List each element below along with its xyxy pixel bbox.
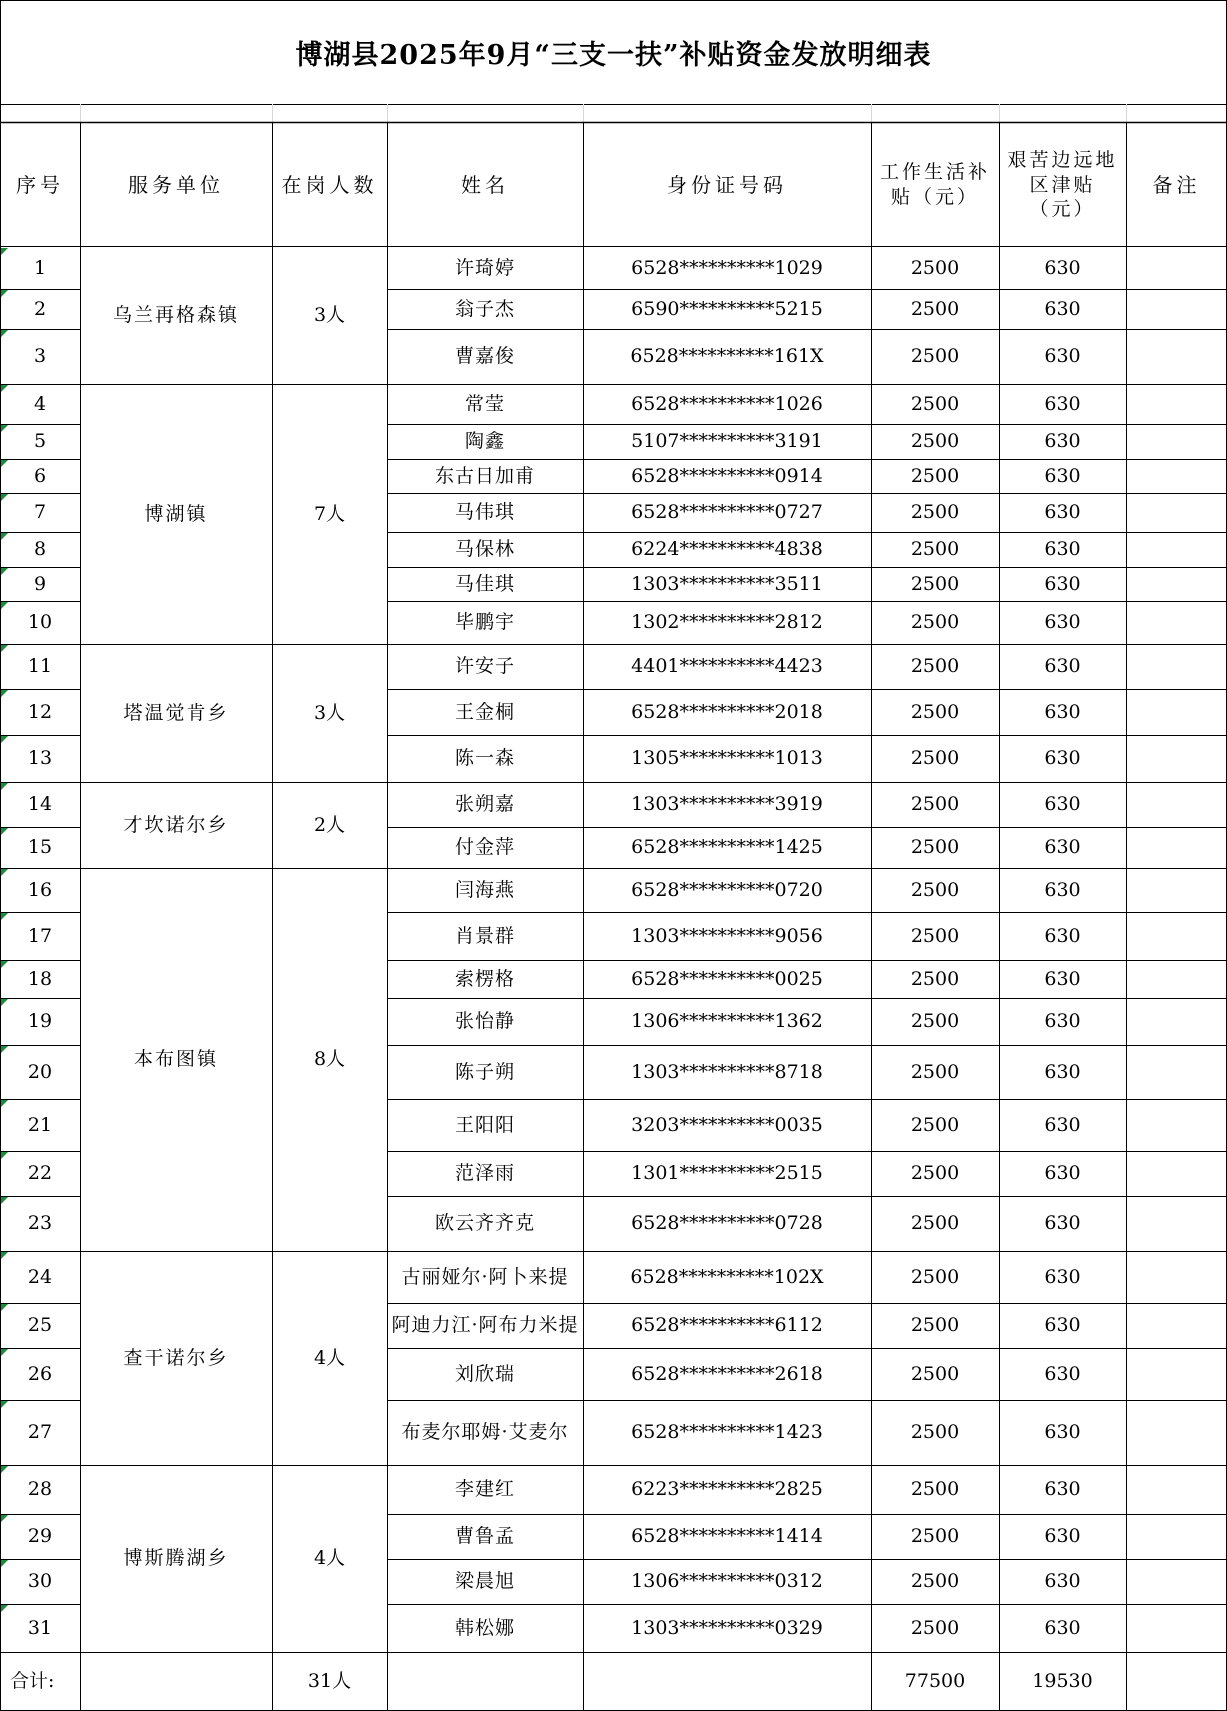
row-remote-allowance: 630: [1044, 572, 1081, 595]
row-remote-allowance: 630: [1044, 1362, 1081, 1385]
row-seq: 16: [27, 878, 53, 901]
row-id: 1303**********0329: [631, 1616, 823, 1639]
row-name: 翁子杰: [454, 297, 515, 320]
row-seq: 1: [33, 256, 47, 279]
row-name: 马保林: [454, 538, 515, 561]
page-title: 博湖县2025年9月“三支一扶”补贴资金发放明细表: [295, 39, 932, 71]
row-living-subsidy: 2500: [910, 1162, 960, 1185]
row-id: 6590**********5215: [631, 297, 823, 320]
row-living-subsidy: 2500: [910, 611, 960, 634]
row-living-subsidy: 2500: [910, 1478, 960, 1501]
row-name: 马伟琪: [454, 501, 515, 524]
row-living-subsidy: 2500: [910, 700, 960, 723]
row-seq: 17: [27, 924, 53, 947]
row-remote-allowance: 630: [1044, 1478, 1081, 1501]
row-seq: 26: [27, 1362, 53, 1385]
row-remote-allowance: 630: [1044, 747, 1081, 770]
row-name: 曹嘉俊: [454, 345, 515, 368]
row-remote-allowance: 630: [1044, 1525, 1081, 1548]
row-name: 梁晨旭: [454, 1570, 515, 1593]
header-living-subsidy: 工作生活补贴（元）: [879, 161, 990, 208]
row-name: 王阳阳: [454, 1113, 515, 1136]
row-name: 闫海燕: [454, 878, 515, 901]
row-seq: 24: [27, 1265, 53, 1288]
row-name: 东古日加甫: [434, 464, 535, 487]
row-remote-allowance: 630: [1044, 611, 1081, 634]
row-living-subsidy: 2500: [910, 464, 960, 487]
row-remote-allowance: 630: [1044, 1314, 1081, 1337]
row-id: 5107**********3191: [631, 430, 823, 453]
row-name: 张怡静: [454, 1010, 515, 1033]
group-count: 4人: [313, 1547, 346, 1570]
row-seq: 2: [33, 297, 47, 320]
row-living-subsidy: 2500: [910, 924, 960, 947]
row-id: 4401**********4423: [631, 655, 823, 678]
row-remote-allowance: 630: [1044, 1113, 1081, 1136]
row-living-subsidy: 2500: [910, 1525, 960, 1548]
row-remote-allowance: 630: [1044, 430, 1081, 453]
row-id: 6528**********0727: [631, 501, 823, 524]
row-living-subsidy: 2500: [910, 1616, 960, 1639]
row-name: 马佳琪: [454, 572, 515, 595]
row-seq: 19: [27, 1010, 53, 1033]
row-remote-allowance: 630: [1044, 924, 1081, 947]
header-seq: 序号: [16, 173, 64, 197]
header-id: 身份证号码: [667, 173, 787, 197]
row-seq: 18: [27, 967, 53, 990]
row-remote-allowance: 630: [1044, 464, 1081, 487]
row-name: 范泽雨: [454, 1162, 515, 1185]
row-seq: 22: [27, 1162, 53, 1185]
row-id: 6528**********6112: [631, 1314, 823, 1337]
row-remote-allowance: 630: [1044, 878, 1081, 901]
row-remote-allowance: 630: [1044, 1616, 1081, 1639]
row-living-subsidy: 2500: [910, 878, 960, 901]
total-living: 77500: [904, 1670, 966, 1693]
row-remote-allowance: 630: [1044, 836, 1081, 859]
row-seq: 11: [27, 655, 53, 678]
row-name: 曹鲁孟: [454, 1525, 515, 1548]
row-id: 6528**********1414: [631, 1525, 823, 1548]
row-living-subsidy: 2500: [910, 967, 960, 990]
row-remote-allowance: 630: [1044, 1162, 1081, 1185]
row-remote-allowance: 630: [1044, 1010, 1081, 1033]
row-remote-allowance: 630: [1044, 345, 1081, 368]
row-remote-allowance: 630: [1044, 1421, 1081, 1444]
row-living-subsidy: 2500: [910, 1421, 960, 1444]
row-id: 6528**********0728: [631, 1212, 823, 1235]
row-seq: 8: [33, 538, 47, 561]
row-seq: 5: [33, 430, 47, 453]
row-id: 6528**********0914: [631, 464, 823, 487]
row-id: 6223**********2825: [631, 1478, 823, 1501]
row-seq: 14: [27, 793, 53, 816]
row-name: 陈子朔: [454, 1060, 515, 1083]
row-living-subsidy: 2500: [910, 1010, 960, 1033]
row-name: 陶鑫: [464, 430, 505, 453]
row-id: 6528**********102X: [630, 1265, 824, 1288]
row-id: 1303**********9056: [631, 924, 823, 947]
row-name: 许安子: [454, 655, 515, 678]
header-count: 在岗人数: [281, 173, 378, 197]
group-unit: 博斯腾湖乡: [123, 1547, 229, 1570]
row-living-subsidy: 2500: [910, 793, 960, 816]
row-living-subsidy: 2500: [910, 1113, 960, 1136]
row-living-subsidy: 2500: [910, 1570, 960, 1593]
row-id: 3203**********0035: [631, 1113, 823, 1136]
row-name: 毕鹏宇: [454, 611, 515, 634]
row-remote-allowance: 630: [1044, 1570, 1081, 1593]
row-name: 肖景群: [454, 924, 515, 947]
row-id: 1305**********1013: [631, 747, 823, 770]
row-name: 陈一森: [454, 747, 515, 770]
row-seq: 15: [27, 836, 53, 859]
row-seq: 23: [27, 1212, 53, 1235]
row-id: 1303**********8718: [631, 1060, 823, 1083]
row-id: 1306**********1362: [631, 1010, 823, 1033]
row-id: 6224**********4838: [631, 538, 823, 561]
row-living-subsidy: 2500: [910, 345, 960, 368]
row-id: 6528**********1026: [631, 392, 823, 415]
row-living-subsidy: 2500: [910, 1060, 960, 1083]
row-seq: 27: [27, 1421, 53, 1444]
row-seq: 13: [27, 747, 53, 770]
row-living-subsidy: 2500: [910, 430, 960, 453]
row-living-subsidy: 2500: [910, 256, 960, 279]
group-count: 3人: [313, 701, 346, 724]
row-remote-allowance: 630: [1044, 1212, 1081, 1235]
group-unit: 塔温觉肯乡: [123, 701, 229, 724]
group-unit: 博湖镇: [144, 502, 208, 525]
row-id: 6528**********1029: [631, 256, 823, 279]
row-id: 1301**********2515: [631, 1162, 823, 1185]
row-seq: 25: [27, 1314, 53, 1337]
row-id: 6528**********161X: [630, 345, 824, 368]
row-seq: 6: [33, 464, 47, 487]
row-living-subsidy: 2500: [910, 392, 960, 415]
row-name: 索楞格: [454, 967, 515, 990]
row-remote-allowance: 630: [1044, 1265, 1081, 1288]
row-living-subsidy: 2500: [910, 538, 960, 561]
row-id: 6528**********0025: [631, 967, 823, 990]
row-seq: 30: [27, 1570, 53, 1593]
row-living-subsidy: 2500: [910, 1314, 960, 1337]
row-id: 6528**********1425: [631, 836, 823, 859]
row-remote-allowance: 630: [1044, 538, 1081, 561]
row-living-subsidy: 2500: [910, 572, 960, 595]
row-name: 常莹: [464, 392, 505, 415]
row-remote-allowance: 630: [1044, 256, 1081, 279]
row-id: 1303**********3511: [631, 572, 823, 595]
row-name: 韩松娜: [454, 1616, 515, 1639]
header-name: 姓名: [461, 173, 509, 197]
row-seq: 7: [33, 501, 47, 524]
row-name: 许琦婷: [454, 256, 515, 279]
row-name: 张朔嘉: [454, 793, 515, 816]
row-name: 布麦尔耶姆·艾麦尔: [401, 1421, 569, 1444]
row-id: 1306**********0312: [631, 1570, 823, 1593]
row-id: 1302**********2812: [631, 611, 823, 634]
row-remote-allowance: 630: [1044, 297, 1081, 320]
row-id: 6528**********1423: [631, 1421, 823, 1444]
row-remote-allowance: 630: [1044, 793, 1081, 816]
header-note: 备注: [1152, 173, 1201, 197]
total-count: 31人: [307, 1670, 352, 1693]
group-unit: 本布图镇: [133, 1048, 218, 1071]
header-unit: 服务单位: [128, 173, 224, 197]
row-seq: 31: [27, 1616, 53, 1639]
row-seq: 10: [27, 611, 53, 634]
row-remote-allowance: 630: [1044, 655, 1081, 678]
group-count: 7人: [313, 502, 346, 525]
total-label: 合计:: [10, 1670, 55, 1693]
row-seq: 20: [27, 1060, 53, 1083]
row-name: 古丽娅尔·阿卜来提: [401, 1265, 569, 1288]
row-living-subsidy: 2500: [910, 655, 960, 678]
row-remote-allowance: 630: [1044, 1060, 1081, 1083]
row-name: 刘欣瑞: [454, 1362, 515, 1385]
group-count: 2人: [313, 813, 346, 836]
row-name: 阿迪力江·阿布力米提: [391, 1314, 579, 1337]
row-living-subsidy: 2500: [910, 501, 960, 524]
row-name: 欧云齐齐克: [434, 1212, 535, 1235]
row-remote-allowance: 630: [1044, 700, 1081, 723]
row-remote-allowance: 630: [1044, 967, 1081, 990]
row-seq: 4: [33, 392, 47, 415]
group-count: 8人: [313, 1048, 346, 1071]
row-living-subsidy: 2500: [910, 836, 960, 859]
row-id: 1303**********3919: [631, 793, 823, 816]
row-name: 付金萍: [454, 836, 515, 859]
row-remote-allowance: 630: [1044, 501, 1081, 524]
group-unit: 乌兰再格森镇: [112, 304, 239, 327]
row-id: 6528**********0720: [631, 878, 823, 901]
row-seq: 9: [33, 572, 47, 595]
total-remote: 19530: [1032, 1670, 1093, 1693]
row-seq: 21: [27, 1113, 53, 1136]
row-name: 李建红: [454, 1478, 515, 1501]
row-seq: 28: [27, 1478, 53, 1501]
group-unit: 才坎诺尔乡: [123, 813, 229, 836]
row-living-subsidy: 2500: [910, 1212, 960, 1235]
row-id: 6528**********2618: [631, 1362, 823, 1385]
row-living-subsidy: 2500: [910, 297, 960, 320]
row-id: 6528**********2018: [631, 700, 823, 723]
row-living-subsidy: 2500: [910, 1362, 960, 1385]
row-seq: 3: [33, 345, 47, 368]
row-name: 王金桐: [454, 700, 515, 723]
group-count: 3人: [313, 304, 346, 327]
group-unit: 查干诺尔乡: [123, 1346, 229, 1369]
row-seq: 29: [27, 1525, 53, 1548]
row-living-subsidy: 2500: [910, 1265, 960, 1288]
row-living-subsidy: 2500: [910, 747, 960, 770]
row-seq: 12: [27, 700, 53, 723]
header-remote-allowance: 艰苦边远地区津贴（元）: [1007, 148, 1118, 221]
row-remote-allowance: 630: [1044, 392, 1081, 415]
group-count: 4人: [313, 1346, 346, 1369]
